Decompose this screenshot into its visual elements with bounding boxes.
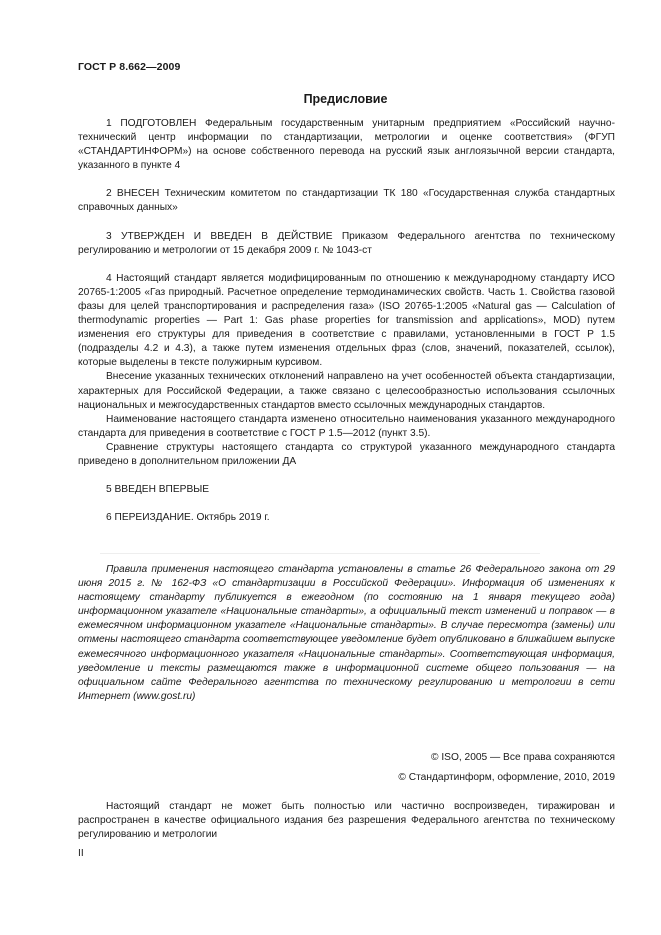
item-2-introduced: 2 ВНЕСЕН Техническим комитетом по стандартизации ТК 180 «Государственная служба стандартных справочных данных» <box>78 188 615 214</box>
divider <box>100 553 540 554</box>
iso-copyright: © ISO, 2005 — Все права сохраняются <box>431 752 615 763</box>
item-4-name-change: Наименование настоящего стандарта изменено относительно наименования указанного международного стандарта для приведения в соответствие с ГОСТ Р 1.5—2012 (пункт 3.5). <box>78 413 615 439</box>
page-title: Предисловие <box>303 92 388 106</box>
item-3-approved: 3 УТВЕРЖДЕН И ВВЕДЕН В ДЕЙСТВИЕ Приказом Федерального агентства по техническому регулированию и метрологии от 15 декабря 2009 г. № 1043-ст <box>78 230 615 256</box>
item-1-prepared: 1 ПОДГОТОВЛЕН Федеральным государственным унитарным предприятием «Российский научно-технический центр информации по стандартизации, метрологии и оценке соответствия» (ФГУП «СТАНДАРТИНФОРМ») на основе собственного перевода на русский язык англоязычной версии стандарта, указанного в пункте 4 <box>78 118 615 172</box>
item-4-modification: 4 Настоящий стандарт является модифицированным по отношению к международному стандарту ИСО 20765-1:2005 «Газ природный. Расчетное определение термодинамических свойств. Часть 1. Свойства газовой фазы для целей транспортирования и распределения газа» (ISO 20765-1:2005 «Natural gas — Calculation of thermodynamic properties — Part 1: Gas phase properties for transmission and applications», MOD) путем изменения его структуры для приведения в соответствие с правилами, установленными в ГОСТ Р 1.5 (подразделы 4.2 и 4.3), а также путем изменения отдельных фраз (слов, значений, показателей, ссылок), которые выделены в тексте полужирным курсивом. <box>78 272 615 369</box>
publisher-copyright: © Стандартинформ, оформление, 2010, 2019 <box>398 772 615 783</box>
item-4-deviations: Внесение указанных технических отклонений направлено на учет особенностей объекта стандартизации, характерных для Российской Федерации, а также связано с целесообразностью использования ссылочных национальных и межгосударственных стандартов вместо ссылочных международных стандартов. <box>78 371 615 411</box>
reproduction-notice <box>78 800 615 842</box>
item-6-reissue: 6 ПЕРЕИЗДАНИЕ. Октябрь 2019 г. <box>106 512 270 524</box>
item-4-comparison: Сравнение структуры настоящего стандарта со структурой указанного международного стандарта приведено в дополнительном приложении ДА <box>78 441 615 467</box>
application-rules-notice <box>78 563 615 704</box>
reproduction-notice-text: Настоящий стандарт не может быть полностью или частично воспроизведен, тиражирован и распространен в качестве официального издания без разрешения Федерального агентства по техническому регулированию и метрологии <box>78 801 615 841</box>
item-5-first-introduced: 5 ВВЕДЕН ВПЕРВЫЕ <box>106 484 210 496</box>
preface-body <box>78 117 615 525</box>
application-rules-text: Правила применения настоящего стандарта установлены в статье 26 Федерального закона от 29 июня 2015 г. № 162-ФЗ «О стандартизации в Российской Федерации». Информация об изменениях к настоящему стандарту публикуется в ежегодном (по состоянию на 1 января текущего года) информационном указателе «Национальные стандарты», а официальный текст изменений и поправок — в ежемесячном информационном указателе «Национальные стандарты». В случае пересмотра (замены) или отмены настоящего стандарта соответствующее уведомление будет опубликовано в ближайшем выпуске ежемесячного информационного указателя «Национальные стандарты». Соответствующая информация, уведомление и тексты размещаются также в информационной системе общего пользования — на официальном сайте Федерального агентства по техническому регулированию и метрологии в сети Интернет (www.gost.ru) <box>78 564 615 702</box>
page-number: II <box>78 848 84 859</box>
standard-header: ГОСТ Р 8.662—2009 <box>78 61 181 73</box>
